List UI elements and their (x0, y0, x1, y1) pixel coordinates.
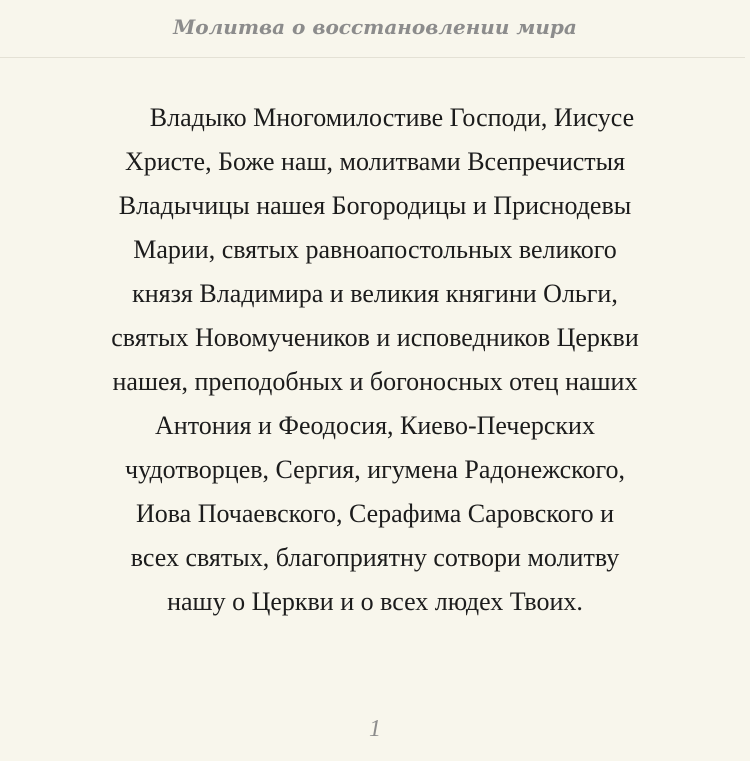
prayer-line: Владычицы нашея Богородицы и Приснодевы (118, 191, 632, 220)
prayer-line: Иова Почаевского, Серафима Саровского и (135, 499, 615, 528)
prayer-line: Антония и Феодосия, Киево-Печерских (155, 411, 595, 440)
prayer-line: нашея, преподобных и богоносных отец наших (112, 367, 638, 396)
header-divider (0, 57, 745, 58)
prayer-line: всех святых, благоприятну сотвори молитву (130, 543, 620, 572)
prayer-line: Владыко Многомилостиве Господи, Иисусе (149, 103, 635, 132)
prayer-line: Марии, святых равноапостольных великого (133, 235, 617, 264)
prayer-line: князя Владимира и великия княгини Ольги, (132, 279, 618, 308)
prayer-line: нашу о Церкви и о всех людех Твоих. (167, 587, 583, 616)
prayer-line: чудотворцев, Сергия, игумена Радонежского, (125, 455, 625, 484)
prayer-line: Христе, Боже наш, молитвами Всепречистыя (124, 147, 626, 176)
running-header-title: Молитва о восстановлении мира (173, 15, 577, 39)
page-number: 1 (369, 716, 381, 742)
prayer-text (80, 96, 670, 624)
prayer-line: святых Новомучеников и исповедников Церкви (111, 323, 639, 352)
